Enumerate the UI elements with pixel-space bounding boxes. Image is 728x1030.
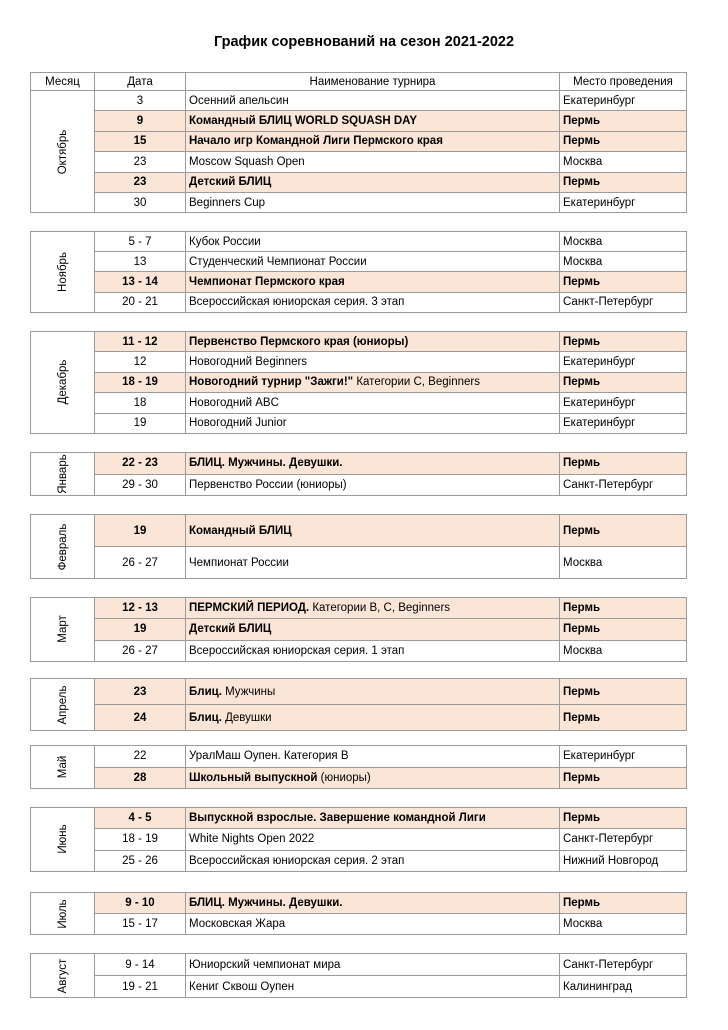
date-cell: 23 — [95, 152, 186, 172]
tournament-name-cell — [186, 679, 560, 705]
tournament-name-text: Moscow Squash Open — [189, 155, 305, 168]
tournament-name-text: Первенство России (юниоры) — [189, 478, 347, 491]
tournament-name-text: Новогодний Junior — [189, 417, 287, 430]
date-cell: 11 - 12 — [95, 332, 186, 352]
date-cell: 18 - 19 — [95, 829, 186, 850]
month-label: Апрель — [56, 684, 69, 725]
table-row — [31, 619, 687, 640]
table-row — [31, 252, 687, 272]
month-cell — [31, 332, 95, 434]
date-cell: 4 - 5 — [95, 808, 186, 829]
place-cell: Нижний Новгород — [560, 850, 687, 871]
tournament-name-cell — [186, 372, 560, 392]
tournament-name-cell — [186, 152, 560, 172]
date-cell: 3 — [95, 91, 186, 111]
month-label: Май — [56, 755, 69, 779]
place-cell: Пермь — [560, 515, 687, 547]
date-cell: 19 — [95, 619, 186, 640]
tournament-name-cell — [186, 453, 560, 475]
place-cell: Пермь — [560, 372, 687, 392]
table-row — [31, 453, 687, 475]
month-label: Октябрь — [56, 129, 69, 174]
date-cell: 9 - 10 — [95, 893, 186, 914]
month-cell — [31, 954, 95, 998]
tournament-name-cell — [186, 914, 560, 935]
tournament-name-cell — [186, 91, 560, 111]
header-date: Дата — [95, 73, 186, 91]
tournament-name-text: Всероссийская юниорская серия. 3 этап — [189, 296, 405, 309]
tournament-name-cell — [186, 746, 560, 768]
tournament-name-cell — [186, 619, 560, 640]
tournament-name-text: Девушки — [221, 711, 272, 724]
place-cell: Москва — [560, 914, 687, 935]
table-row — [31, 598, 687, 619]
month-block — [30, 452, 686, 496]
table-row — [31, 413, 687, 433]
month-cell — [31, 515, 95, 579]
tournament-name-cell — [186, 393, 560, 413]
month-block — [30, 331, 686, 434]
month-block — [30, 807, 686, 872]
place-cell: Пермь — [560, 332, 687, 352]
tournament-name-text: Кениг Сквош Оупен — [189, 980, 295, 993]
place-cell: Пермь — [560, 131, 687, 151]
tournament-name-cell — [186, 352, 560, 372]
table-header — [30, 72, 686, 91]
tournament-name-cell — [186, 292, 560, 312]
place-cell: Санкт-Петербург — [560, 954, 687, 976]
table-row — [31, 640, 687, 661]
table-row — [31, 829, 687, 850]
place-cell: Пермь — [560, 111, 687, 131]
table-row — [31, 850, 687, 871]
table-row — [31, 192, 687, 212]
month-cell — [31, 91, 95, 213]
place-cell: Екатеринбург — [560, 413, 687, 433]
table-row — [31, 954, 687, 976]
place-cell: Пермь — [560, 619, 687, 640]
tournament-name-cell — [186, 172, 560, 192]
table-row — [31, 808, 687, 829]
month-label: Январь — [56, 454, 69, 494]
tournament-name-bold: Командный БЛИЦ — [189, 524, 292, 537]
month-cell — [31, 453, 95, 496]
tournament-name-cell — [186, 232, 560, 252]
date-cell: 13 - 14 — [95, 272, 186, 292]
date-cell: 26 - 27 — [95, 547, 186, 579]
tournament-name-cell — [186, 192, 560, 212]
place-cell: Пермь — [560, 893, 687, 914]
tournament-name-cell — [186, 598, 560, 619]
date-cell: 12 - 13 — [95, 598, 186, 619]
month-cell — [31, 746, 95, 789]
table-row — [31, 292, 687, 312]
table-row — [31, 131, 687, 151]
month-cell — [31, 808, 95, 872]
month-label: Ноябрь — [56, 251, 69, 292]
tournament-name-bold: Детский БЛИЦ — [189, 623, 272, 636]
date-cell: 20 - 21 — [95, 292, 186, 312]
date-cell: 22 - 23 — [95, 453, 186, 475]
tournament-name-cell — [186, 131, 560, 151]
table-row — [31, 976, 687, 998]
tournament-name-text: White Nights Open 2022 — [189, 833, 315, 846]
place-cell: Екатеринбург — [560, 91, 687, 111]
place-cell: Екатеринбург — [560, 192, 687, 212]
place-cell: Москва — [560, 640, 687, 661]
date-cell: 12 — [95, 352, 186, 372]
month-cell — [31, 232, 95, 313]
table-row — [31, 893, 687, 914]
tournament-name-bold: Блиц. — [189, 685, 222, 698]
place-cell: Пермь — [560, 705, 687, 731]
tournament-name-cell — [186, 850, 560, 871]
date-cell: 13 — [95, 252, 186, 272]
tournament-name-text: Новогодний Beginners — [189, 356, 308, 369]
place-cell: Екатеринбург — [560, 352, 687, 372]
month-block — [30, 90, 686, 213]
place-cell: Санкт-Петербург — [560, 474, 687, 496]
tournament-name-bold: БЛИЦ. Мужчины. Девушки. — [189, 457, 343, 470]
tournament-name-cell — [186, 272, 560, 292]
date-cell: 19 - 21 — [95, 976, 186, 998]
tournament-name-text: (юниоры) — [317, 771, 371, 784]
tournament-name-cell — [186, 808, 560, 829]
date-cell: 5 - 7 — [95, 232, 186, 252]
tournament-name-bold: Детский БЛИЦ — [189, 176, 272, 189]
tournament-name-cell — [186, 893, 560, 914]
table-row — [31, 332, 687, 352]
header-place: Место проведения — [560, 73, 687, 91]
date-cell: 15 - 17 — [95, 914, 186, 935]
month-label: Июнь — [56, 824, 69, 855]
month-block — [30, 892, 686, 935]
tournament-name-cell — [186, 976, 560, 998]
date-cell: 26 - 27 — [95, 640, 186, 661]
tournament-name-text: Юниорский чемпионат мира — [189, 958, 341, 971]
date-cell: 18 - 19 — [95, 372, 186, 392]
table-row — [31, 547, 687, 579]
tournament-name-text: Студенческий Чемпионат России — [189, 255, 367, 268]
date-cell: 9 - 14 — [95, 954, 186, 976]
month-block — [30, 514, 686, 579]
table-row — [31, 111, 687, 131]
place-cell: Москва — [560, 232, 687, 252]
table-row — [31, 172, 687, 192]
month-block — [30, 678, 686, 731]
tournament-name-bold: ПЕРМСКИЙ ПЕРИОД. — [189, 602, 310, 615]
tournament-name-text: Чемпионат России — [189, 556, 289, 569]
tournament-name-text: Категории С, Beginners — [353, 376, 480, 389]
tournament-name-cell — [186, 640, 560, 661]
tournament-name-text: Осенний апельсин — [189, 94, 289, 107]
place-cell: Пермь — [560, 272, 687, 292]
tournament-name-cell — [186, 252, 560, 272]
tournament-name-text: Всероссийская юниорская серия. 1 этап — [189, 644, 405, 657]
date-cell: 23 — [95, 172, 186, 192]
table-row — [31, 474, 687, 496]
table-row — [31, 767, 687, 789]
table-row — [31, 232, 687, 252]
place-cell: Пермь — [560, 598, 687, 619]
date-cell: 15 — [95, 131, 186, 151]
table-row — [31, 272, 687, 292]
month-label: Февраль — [56, 523, 69, 570]
date-cell: 30 — [95, 192, 186, 212]
tournament-name-text: УралМаш Оупен. Категория В — [189, 750, 349, 763]
month-block — [30, 953, 686, 998]
tournament-name-text: Новогодний ABC — [189, 396, 279, 409]
table-row — [31, 352, 687, 372]
tournament-name-text: Категории B, C, Beginners — [309, 602, 451, 615]
table-row — [31, 152, 687, 172]
tournament-name-cell — [186, 111, 560, 131]
tournament-name-cell — [186, 767, 560, 789]
place-cell: Калининград — [560, 976, 687, 998]
tournament-name-cell — [186, 413, 560, 433]
tournament-name-text: Beginners Cup — [189, 196, 266, 209]
tournament-name-text: Кубок России — [189, 235, 261, 248]
month-label: Июль — [56, 898, 69, 929]
place-cell: Москва — [560, 547, 687, 579]
date-cell: 23 — [95, 679, 186, 705]
table-row — [31, 679, 687, 705]
month-cell — [31, 893, 95, 935]
tournament-name-bold: БЛИЦ. Мужчины. Девушки. — [189, 897, 343, 909]
date-cell: 25 - 26 — [95, 850, 186, 871]
tournament-name-cell — [186, 547, 560, 579]
date-cell: 9 — [95, 111, 186, 131]
tournament-name-bold: Чемпионат Пермского края — [189, 275, 345, 288]
month-label: Август — [56, 958, 69, 993]
tournament-name-text: Мужчины — [221, 685, 276, 698]
tournament-name-cell — [186, 829, 560, 850]
tournament-name-text: Московская Жара — [189, 918, 286, 930]
tournament-name-bold: Новогодний турнир "Зажги!" — [189, 376, 354, 389]
place-cell: Санкт-Петербург — [560, 292, 687, 312]
tournament-name-text: Всероссийская юниорская серия. 2 этап — [189, 854, 405, 867]
place-cell: Москва — [560, 152, 687, 172]
tournament-name-cell — [186, 515, 560, 547]
tournament-name-bold: Блиц. — [189, 711, 222, 724]
tournament-name-cell — [186, 705, 560, 731]
table-row — [31, 372, 687, 392]
page-title: График соревнований на сезон 2021-2022 — [213, 34, 515, 50]
place-cell: Санкт-Петербург — [560, 829, 687, 850]
date-cell: 18 — [95, 393, 186, 413]
table-row — [31, 91, 687, 111]
date-cell: 19 — [95, 413, 186, 433]
place-cell: Пермь — [560, 767, 687, 789]
tournament-name-bold: Первенство Пермского края (юниоры) — [189, 335, 409, 348]
tournament-name-bold: Школьный выпускной — [189, 771, 318, 784]
tournament-name-bold: Командный БЛИЦ WORLD SQUASH DAY — [189, 115, 418, 128]
place-cell: Екатеринбург — [560, 746, 687, 768]
month-block — [30, 597, 686, 662]
table-row — [31, 746, 687, 768]
table-row — [31, 393, 687, 413]
tournament-name-cell — [186, 332, 560, 352]
place-cell: Пермь — [560, 172, 687, 192]
tournament-name-bold: Начало игр Командной Лиги Пермского края — [189, 135, 443, 148]
place-cell: Пермь — [560, 808, 687, 829]
date-cell: 22 — [95, 746, 186, 768]
place-cell: Екатеринбург — [560, 393, 687, 413]
table-row — [31, 914, 687, 935]
table-row — [31, 515, 687, 547]
tournament-name-bold: Выпускной взрослые. Завершение командной Лиги — [189, 812, 486, 825]
date-cell: 28 — [95, 767, 186, 789]
month-cell — [31, 598, 95, 662]
month-block — [30, 745, 686, 789]
date-cell: 19 — [95, 515, 186, 547]
date-cell: 24 — [95, 705, 186, 731]
place-cell: Пермь — [560, 453, 687, 475]
place-cell: Москва — [560, 252, 687, 272]
tournament-name-cell — [186, 474, 560, 496]
month-cell — [31, 679, 95, 731]
table-row — [31, 705, 687, 731]
date-cell: 29 - 30 — [95, 474, 186, 496]
header-month: Месяц — [31, 73, 95, 91]
month-label: Март — [56, 615, 69, 644]
tournament-name-cell — [186, 954, 560, 976]
place-cell: Пермь — [560, 679, 687, 705]
month-label: Декабрь — [56, 360, 69, 405]
month-block — [30, 231, 686, 313]
header-name: Наименование турнира — [186, 73, 560, 91]
